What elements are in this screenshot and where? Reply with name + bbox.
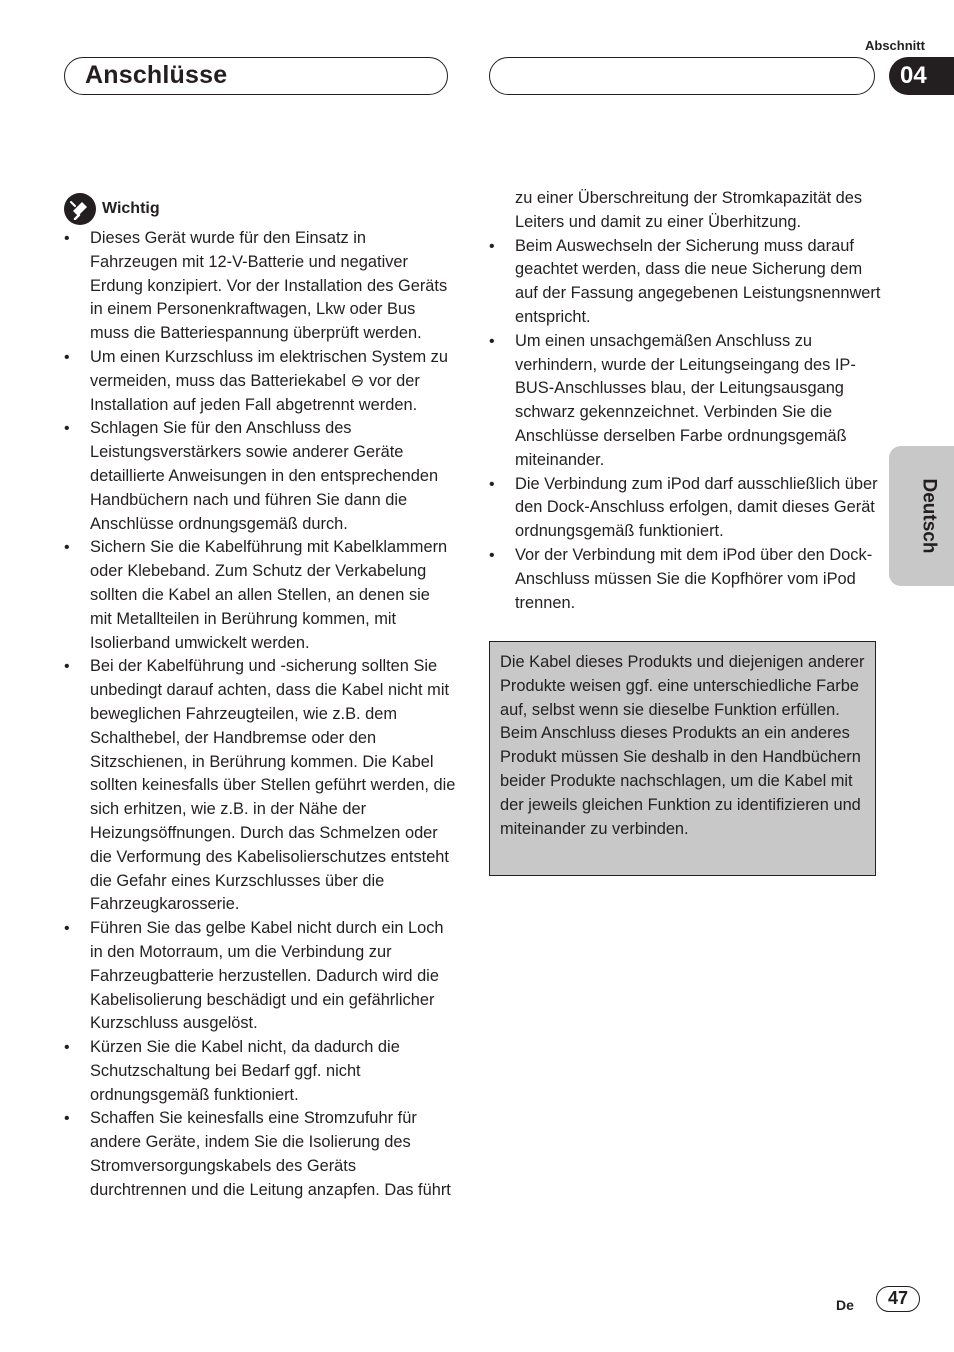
important-heading — [64, 192, 456, 226]
header-empty-frame — [489, 57, 875, 95]
section-label: Abschnitt — [865, 38, 925, 53]
right-column — [489, 187, 881, 615]
list-item: • Beim Auswechseln der Sicherung muss darauf geachtet werden, dass die neue Sicherung dem auf der Fassung angegebenen Leistungsnennwert entspricht. — [489, 235, 881, 330]
list-item: • Vor der Verbindung mit dem iPod über den Dock-Anschluss müssen Sie die Kopfhörer vom iPod trennen. — [489, 544, 881, 615]
left-column — [64, 192, 456, 1203]
list-item: • Führen Sie das gelbe Kabel nicht durch ein Loch in den Motorraum, um die Verbindung zur Fahrzeugbatterie herzustellen. Dadurch wird die Kabelisolierung beschädigt und ein gefährlicher Kurzschluss ausgelöst. — [64, 917, 456, 1036]
list-item: • Bei der Kabelführung und -sicherung sollten Sie unbedingt darauf achten, dass die Kabel nicht mit beweglichen Fahrzeugteilen, wie z.B. dem Schalthebel, der Handbremse oder den Sitzschienen, in Berührung kommen. Die Kabel sollten keinesfalls über Stellen geführt werden, die sich erhitzen, wie z.B. in der Nähe der Heizungsöffnungen. Durch das Schmelzen oder die Verformung des Kabelisolierschutzes entsteht die Gefahr eines Kurzschlusses über die Fahrzeugkarosserie. — [64, 655, 456, 917]
page-number: 47 — [876, 1286, 920, 1312]
list-item: • Um einen Kurzschluss im elektrischen System zu vermeiden, muss das Batteriekabel ⊖ vor der Installation auf jeden Fall abgetrennt werden. — [64, 346, 456, 417]
language-tab-label: Deutsch — [918, 478, 940, 554]
list-item: • Sichern Sie die Kabelführung mit Kabelklammern oder Klebeband. Zum Schutz der Verkabelung sollten die Kabel an allen Stellen, an denen sie mit Metallteilen in Berührung kommen, mit Isolierband umwickelt werden. — [64, 536, 456, 655]
section-number-badge: 04 — [889, 57, 954, 95]
note-text: Die Kabel dieses Produkts und diejenigen anderer Produkte weisen ggf. eine unterschiedliche Farbe auf, selbst wenn sie dieselbe Funktion erfüllen. Beim Anschluss dieses Produkts an ein anderes Produkt müssen Sie deshalb in den Handbüchern beider Produkte nachschlagen, um die Kabel mit der jeweils gleichen Funktion zu identifizieren und miteinander zu verbinden. — [500, 653, 865, 838]
important-list-continued — [489, 235, 881, 616]
list-item-continuation: zu einer Überschreitung der Stromkapazität des Leiters und damit zu einer Überhitzung. — [515, 189, 863, 231]
section-title-frame — [64, 57, 448, 95]
list-item: • Um einen unsachgemäßen Anschluss zu verhindern, wurde der Leitungseingang des IP-BUS-Anschlusses blau, der Leitungsausgang schwarz gekennzeichnet. Verbinden Sie die Anschlüsse derselben Farbe ordnungsgemäß miteinander. — [489, 330, 881, 473]
important-notice-icon — [64, 193, 96, 225]
important-label: Wichtig — [102, 200, 160, 218]
language-side-tab — [889, 446, 954, 586]
list-item: • Dieses Gerät wurde für den Einsatz in Fahrzeugen mit 12-V-Batterie und negativer Erdung konzipiert. Vor der Installation des Geräts in einem Personenkraftwagen, Lkw oder Bus muss die Batteriespannung überprüft werden. — [64, 227, 456, 346]
list-item: • Schlagen Sie für den Anschluss des Leistungsverstärkers sowie anderer Geräte detaillierte Anweisungen in den entsprechenden Handbüchern nach und führen Sie dann die Anschlüsse ordnungsgemäß durch. — [64, 417, 456, 536]
list-item: • Kürzen Sie die Kabel nicht, da dadurch die Schutzschaltung bei Bedarf ggf. nicht ordnungsgemäß funktioniert. — [64, 1036, 456, 1107]
list-item: • Die Verbindung zum iPod darf ausschließlich über den Dock-Anschluss erfolgen, damit dieses Gerät ordnungsgemäß funktioniert. — [489, 473, 881, 544]
important-list — [64, 227, 456, 1203]
list-item: • Schaffen Sie keinesfalls eine Stromzufuhr für andere Geräte, indem Sie die Isolierung des Stromversorgungskabels des Geräts durchtrennen und die Leitung anzapfen. Das führt — [64, 1107, 456, 1202]
page-title: Anschlüsse — [85, 61, 228, 89]
note-box — [489, 641, 876, 876]
footer-language-code: De — [836, 1297, 854, 1313]
